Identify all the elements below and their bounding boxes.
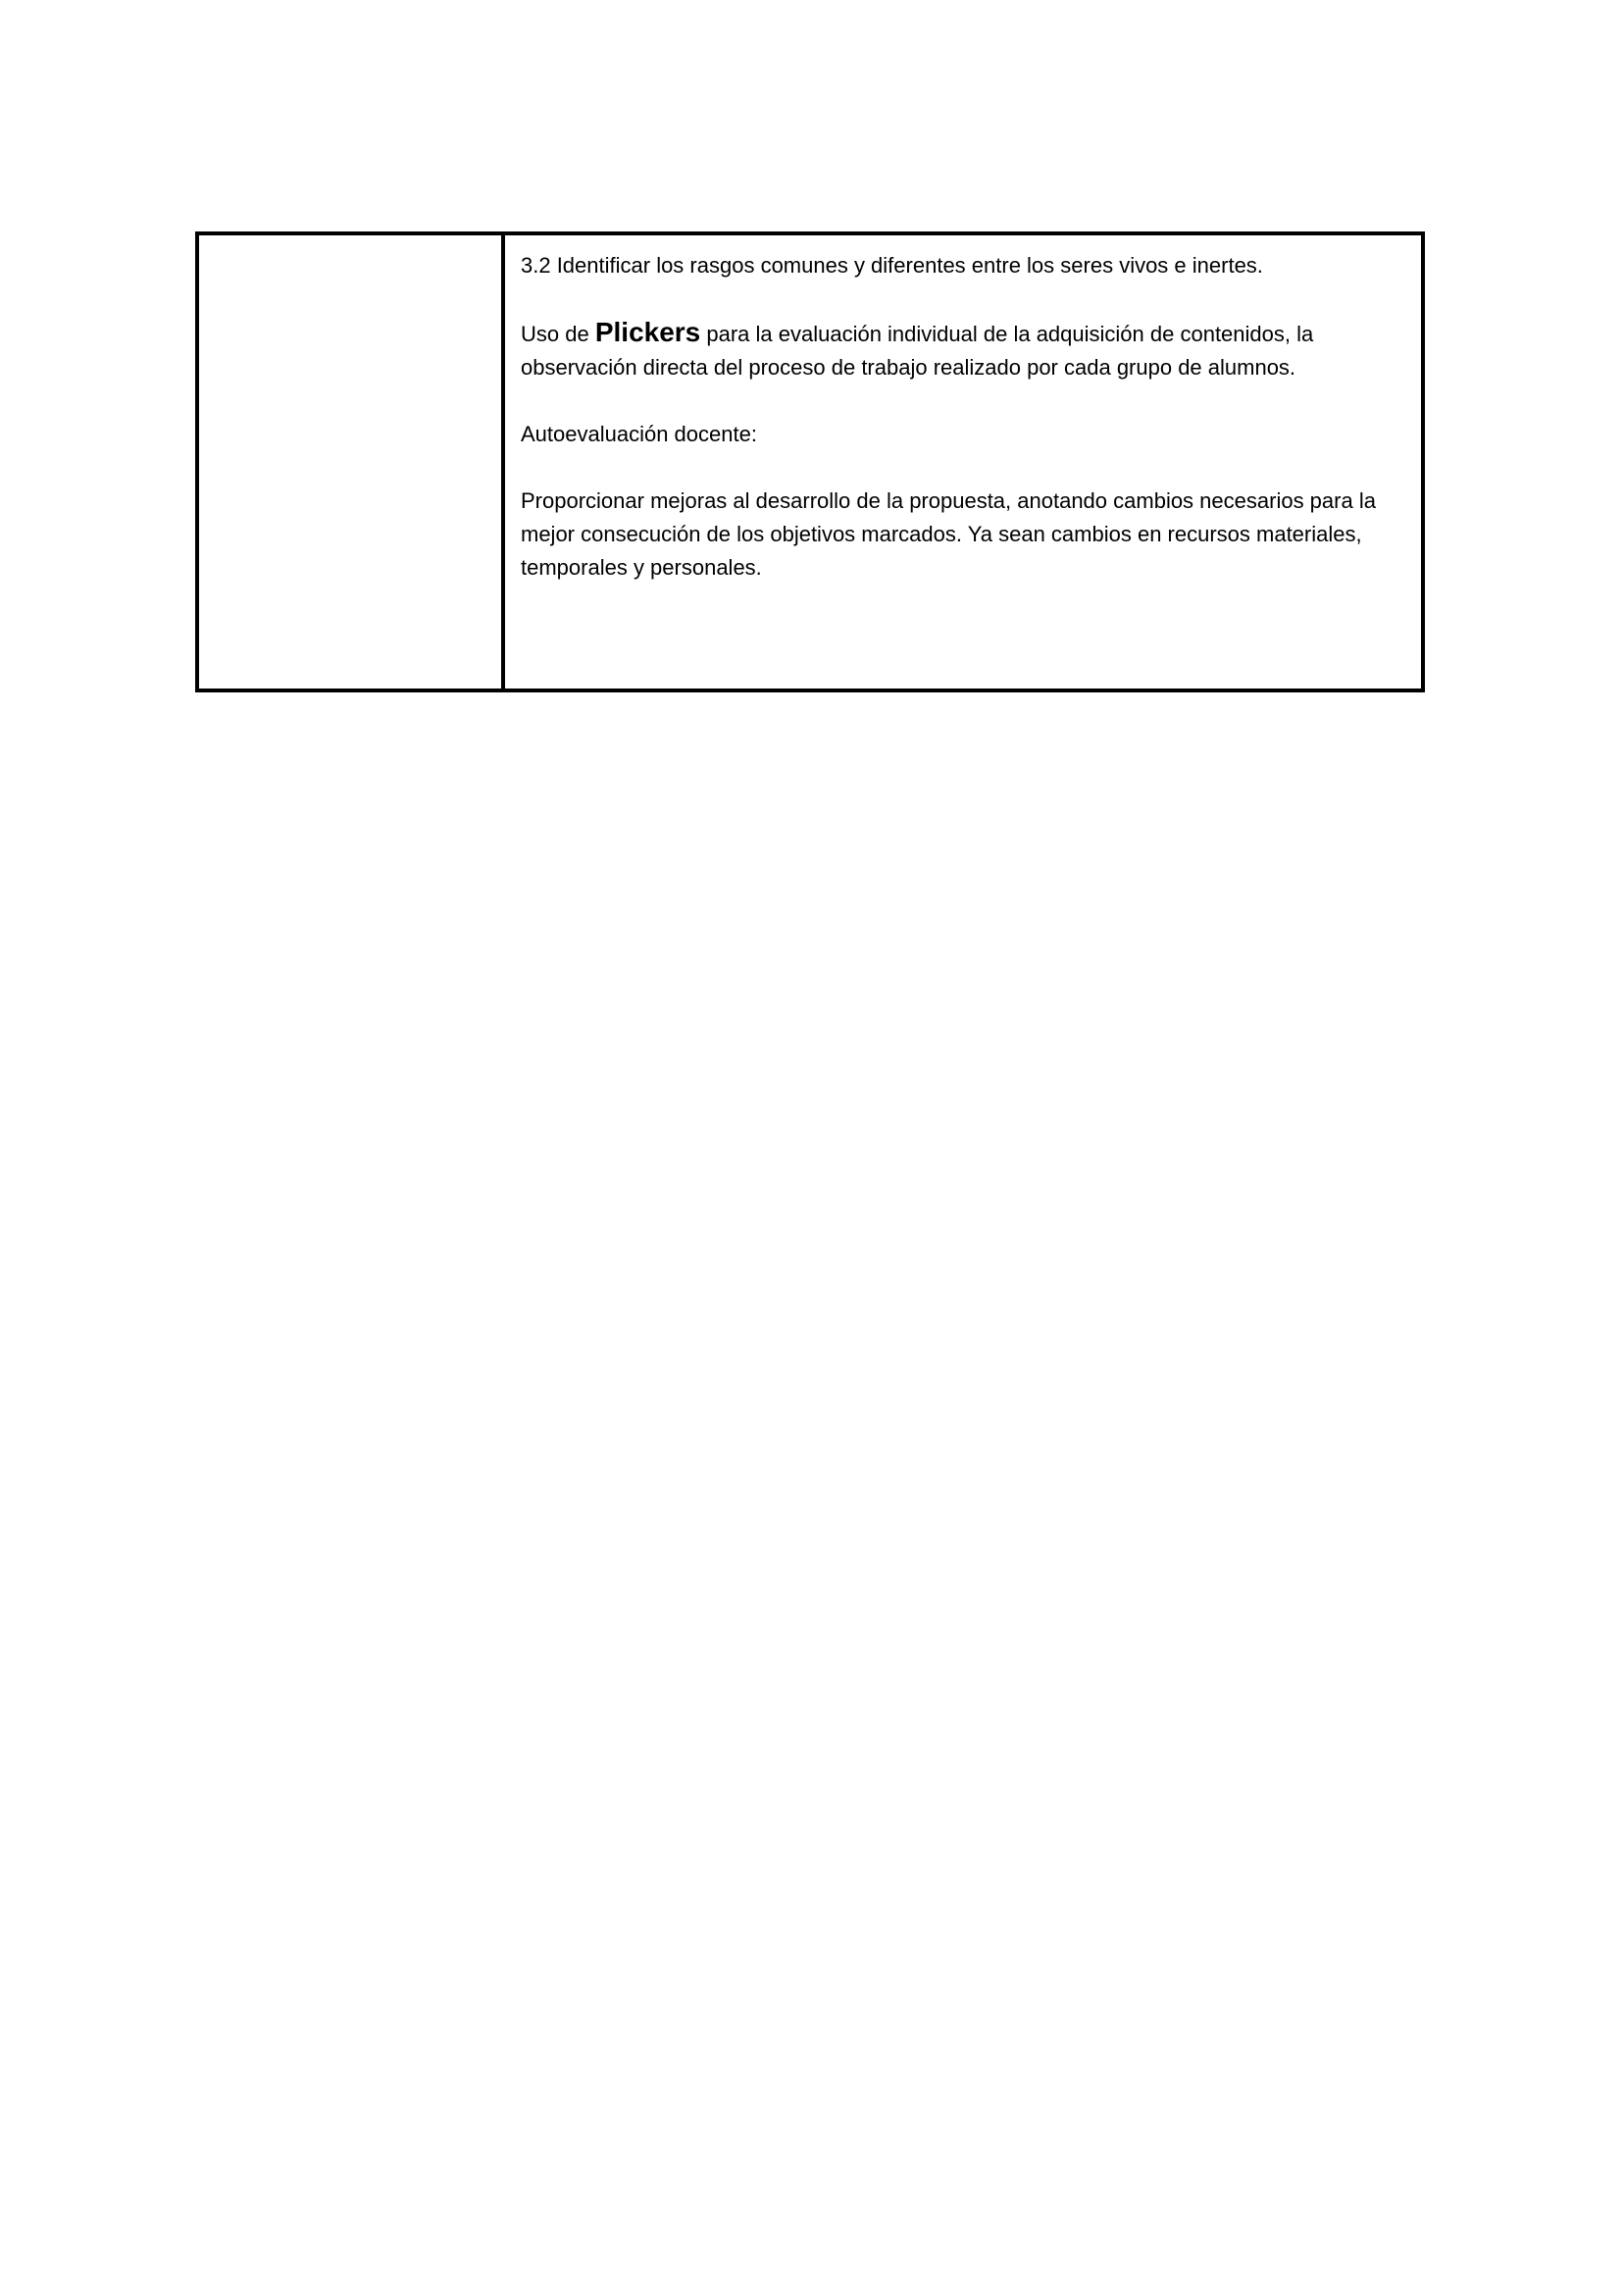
paragraph-criterion: 3.2 Identificar los rasgos comunes y diferentes entre los seres vivos e inertes. <box>521 253 1263 278</box>
paragraph-plickers-after: para la evaluación individual de la adquisición de contenidos, la observación directa del proceso de trabajo realizado por cada grupo de alumnos. <box>521 322 1314 380</box>
evaluation-table <box>195 231 1425 692</box>
table-cell-left-empty <box>199 235 505 688</box>
plickers-brand-text: Plickers <box>594 317 701 347</box>
paragraph-autoevaluacion: Autoevaluación docente: <box>521 422 757 446</box>
paragraph-mejoras: Proporcionar mejoras al desarrollo de la propuesta, anotando cambios necesarios para la mejor consecución de los objetivos marcados. Ya sean cambios en recursos materiales, temporales y personales. <box>521 488 1376 580</box>
paragraph-plickers <box>521 316 1403 384</box>
table-cell-right <box>505 235 1421 688</box>
paragraph-plickers-before: Uso de <box>521 322 595 346</box>
